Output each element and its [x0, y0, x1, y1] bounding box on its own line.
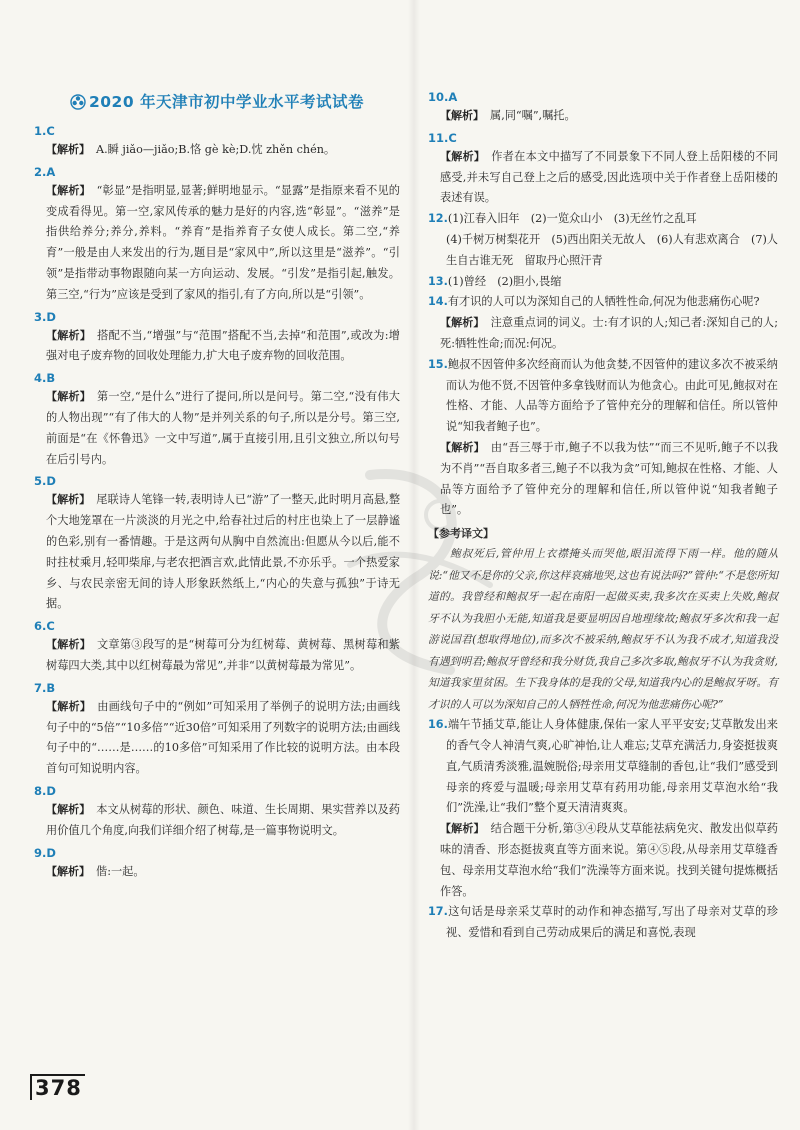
answer-12: 12.(1)江春入旧年 (2)一览众山小 (3)无丝竹之乱耳 (4)千树万树梨花开 (5)西出阳关无故人 (6)人有悲欢离合 (7)人生自古谁无死 留取丹心照汗青 — [428, 212, 778, 267]
answer-3 — [34, 308, 400, 368]
analysis-tag: 【解析】 — [440, 822, 485, 836]
answer-analysis: 【解析】 由画线句子中的“例如”可知采用了举例子的说明方法;由画线句子中的“5倍”“10多倍”“近30倍”可知采用了列数字的说明方法;由画线句子中的“……是……的10多倍”可知采用了作比较的说明方法。由本段首句可知说明内容。 — [46, 699, 401, 776]
title-text: 2020 年天津市初中学业水平考试试卷 — [88, 93, 365, 111]
answer-number: 2.A — [34, 164, 56, 179]
answer-analysis: 【解析】 作者在本文中描写了不同景象下不同人登上岳阳楼的不同感受,并未写自己登上之后的感受,因此选项中关于作者登上岳阳楼的表述有误。 — [440, 149, 778, 205]
reference-translation — [428, 525, 778, 715]
answer-15: 15.鲍叔不因管仲多次经商而认为他贪婪,不因管仲的建议多次不被采纳而认为他不贤,不因管仲多拿钱财而认为他贪心。由此可见,鲍叔对在性格、才能、人品等方面给予了管仲充分的理解和信任。所以管仲说“知我者鲍子也”。 【解析】 由“吾三辱于市,鲍子不以我为怯”“而三不见听,鲍子不以我为不肖”“吾自取多者三,鲍子不以我为贪”可知,鲍叔在性格、才能、人品等方面给予了管仲充分的理解和信任,所以管仲说“知我者鲍子也”。 — [428, 355, 778, 521]
answer-analysis: 【解析】 注意重点词的词义。士:有才识的人;知己者:深知自己的人;死:牺牲性命;而况:何况。 — [440, 316, 778, 350]
answer-6 — [34, 617, 400, 677]
flower-icon — [70, 94, 86, 110]
analysis-tag: 【解析】 — [46, 699, 92, 713]
answer-analysis: 【解析】 由“吾三辱于市,鲍子不以我为怯”“而三不见听,鲍子不以我为不肖”“吾自取多者三,鲍子不以我为贪”可知,鲍叔在性格、才能、人品等方面给予了管仲充分的理解和信任,所以管仲说“知我者鲍子也”。 — [440, 440, 778, 517]
answer-11 — [428, 129, 778, 209]
answer-analysis: 【解析】 尾联诗人笔锋一转,表明诗人已“游”了一整天,此时明月高悬,整个大地笼罩在一片淡淡的月光之中,给春社过后的村庄也染上了一层静谧的色彩,别有一番情趣。于是这两句从胸中自然流出:但愿从今以后,能不时拄杖乘月,轻叩柴扉,与老农把酒言欢,此情此景,不亦乐乎。一个热爱家乡、与农民亲密无间的诗人形象跃然纸上,“内心的失意与孤独”于诗无据。 — [46, 493, 401, 611]
answer-number: 11.C — [428, 130, 457, 145]
answer-number: 16. — [428, 718, 448, 732]
answer-number: 12. — [428, 212, 448, 226]
answer-10 — [428, 88, 778, 127]
reference-text: 鲍叔死后,管仲用上衣襟掩头而哭他,眼泪流得下雨一样。他的随从说:“他又不是你的父亲,你这样哀痛地哭,这也有说法吗?”管仲:“不是您所知道的。我曾经和鲍叔牙一起在南阳一起做买卖,我多次在买卖上失败,鲍叔牙不认为我胆小无能,知道我是要显明因自地理缘故;鲍叔牙多次和我一起游说国君(想取得地位),而多次不被采纳,鲍叔牙不认为我不成才,知道我没有遇到明君;鲍叔牙曾经和我分财货,我自己多次多取,鲍叔牙不认为我贪财,知道我家里贫困。生下我身体的是我的父母,知道我内心的是鲍叔牙呀。有才识的人可以为深知自己的人牺牲性命,何况为他悲痛伤心呢?” — [428, 547, 778, 711]
answer-9 — [34, 844, 400, 883]
answer-analysis: 【解析】 结合题干分析,第③④段从艾草能祛病免灾、散发出似草药味的清香、形态挺拔爽直等方面来说。第④⑤段,从母亲用艾草缝香包、母亲用艾草泡水给“我们”洗澡等方面来说。找到关键句提炼概括作答。 — [440, 822, 778, 898]
analysis-tag: 【解析】 — [46, 390, 91, 404]
left-column — [34, 86, 400, 882]
answer-16: 16.端午节插艾草,能让人身体健康,保佑一家人平平安安;艾草散发出来的香气令人神清气爽,心旷神怡,让人难忘;艾草充满活力,身姿挺拔爽直,气质清秀淡雅,温婉脱俗;母亲用艾草缝制的香包,让“我们”感受到母亲的疼爱与温暖;母亲用艾草有药用功能,母亲用艾草泡水给“我们”洗澡,让“我们”整个夏天清清爽爽。 【解析】 结合题干分析,第③④段从艾草能祛病免灾、散发出似草药味的清香、形态挺拔爽直等方面来说。第④⑤段,从母亲用艾草缝香包、母亲用艾草泡水给“我们”洗澡等方面来说。找到关键句提炼概括作答。 — [428, 715, 778, 902]
answer-5 — [34, 472, 400, 615]
analysis-tag: 【解析】 — [46, 183, 91, 197]
answer-number: 6.C — [34, 619, 55, 634]
answer-number: 3.D — [34, 309, 56, 324]
analysis-tag: 【解析】 — [46, 493, 91, 507]
analysis-tag: 【解析】 — [440, 440, 485, 454]
reference-heading: 【参考译文】 — [428, 527, 494, 541]
answer-4 — [34, 369, 400, 470]
answer-analysis: 【解析】 本文从树莓的形状、颜色、味道、生长周期、果实营养以及药用价值几个角度,向我们详细介绍了树莓,是一篇事物说明文。 — [46, 802, 400, 837]
answer-number: 1.C — [34, 124, 55, 138]
analysis-tag: 【解析】 — [46, 638, 91, 652]
answer-number: 9.D — [34, 845, 56, 860]
analysis-tag: 【解析】 — [440, 316, 485, 330]
answer-analysis: 【解析】 偕:一起。 — [46, 864, 145, 878]
answer-analysis: 【解析】 属,同“嘱”,嘱托。 — [440, 109, 576, 122]
answer-analysis: 【解析】 “彰显”是指明显,显著;鲜明地显示。“显露”是指原来看不见的变成看得见。第一空,家风传承的魅力是好的内容,选“彰显”。“滋养”是指供给养分;养分,养料。“养育”是指养育子女使人成长。第二空,“养育”一般是由人来发出的行为,题目是“家风中”,所以这里是“滋养”。“引领”是指带动事物跟随向某一方向运动、发展。“引发”是指引起,触发。第三空,“行为”应该是受到了家风的指引,有了方向,所以是“引领”。 — [46, 183, 400, 301]
answer-number: 17. — [428, 905, 448, 919]
page-number: 378 — [30, 1074, 85, 1100]
answer-14: 14.有才识的人可以为深知自己的人牺牲性命,何况为他悲痛伤心呢? 【解析】 注意重点词的词义。士:有才识的人;知己者:深知自己的人;死:牺牲性命;而况:何况。 — [428, 292, 778, 354]
answer-number: 14. — [428, 295, 448, 309]
answer-number: 10.A — [428, 90, 458, 104]
analysis-tag: 【解析】 — [46, 864, 90, 878]
right-column — [428, 86, 778, 944]
answer-number: 7.B — [34, 680, 56, 695]
answer-analysis: 【解析】 第一空,“是什么”进行了提问,所以是问号。第二空,“没有伟大的人物出现”“有了伟大的人物”是并列关系的句子,所以是分号。第三空,前面是“在《怀鲁迅》一文中写道”,属于直接引用,且引文独立,所以句号在后引号内。 — [46, 390, 400, 466]
answer-8 — [34, 782, 400, 842]
answer-analysis: 【解析】 文章第③段写的是“树莓可分为红树莓、黄树莓、黑树莓和紫树莓四大类,其中以红树莓最为常见”,并非“以黄树莓最为常见”。 — [46, 638, 401, 672]
answer-number: 15. — [428, 357, 448, 371]
answer-17: 17.这句话是母亲采艾草时的动作和神态描写,写出了母亲对艾草的珍视、爱惜和看到自己劳动成果后的满足和喜悦,表现 — [428, 905, 778, 940]
answer-1 — [34, 122, 400, 161]
answer-2 — [34, 163, 400, 306]
answer-analysis: 【解析】 搭配不当,“增强”与“范围”搭配不当,去掉“和范围”,或改为:增强对电子废弃物的回收处理能力,扩大电子废弃物的回收范围。 — [46, 328, 400, 363]
answer-7 — [34, 679, 400, 780]
answer-number: 4.B — [34, 371, 56, 386]
analysis-tag: 【解析】 — [46, 328, 92, 342]
analysis-tag: 【解析】 — [440, 109, 484, 122]
analysis-tag: 【解析】 — [46, 802, 91, 816]
analysis-tag: 【解析】 — [440, 149, 486, 163]
answer-number: 8.D — [34, 783, 56, 798]
analysis-tag: 【解析】 — [46, 143, 90, 156]
answer-analysis: 【解析】 A.瞬 jiǎo—jiǎo;B.恪 gè kè;D.忱 zhěn chén。 — [46, 143, 336, 156]
page-title — [34, 90, 400, 112]
answer-13: 13.(1)曾经 (2)胆小,畏缩 — [428, 274, 562, 288]
answer-number: 13. — [428, 274, 448, 288]
answer-number: 5.D — [34, 474, 56, 489]
